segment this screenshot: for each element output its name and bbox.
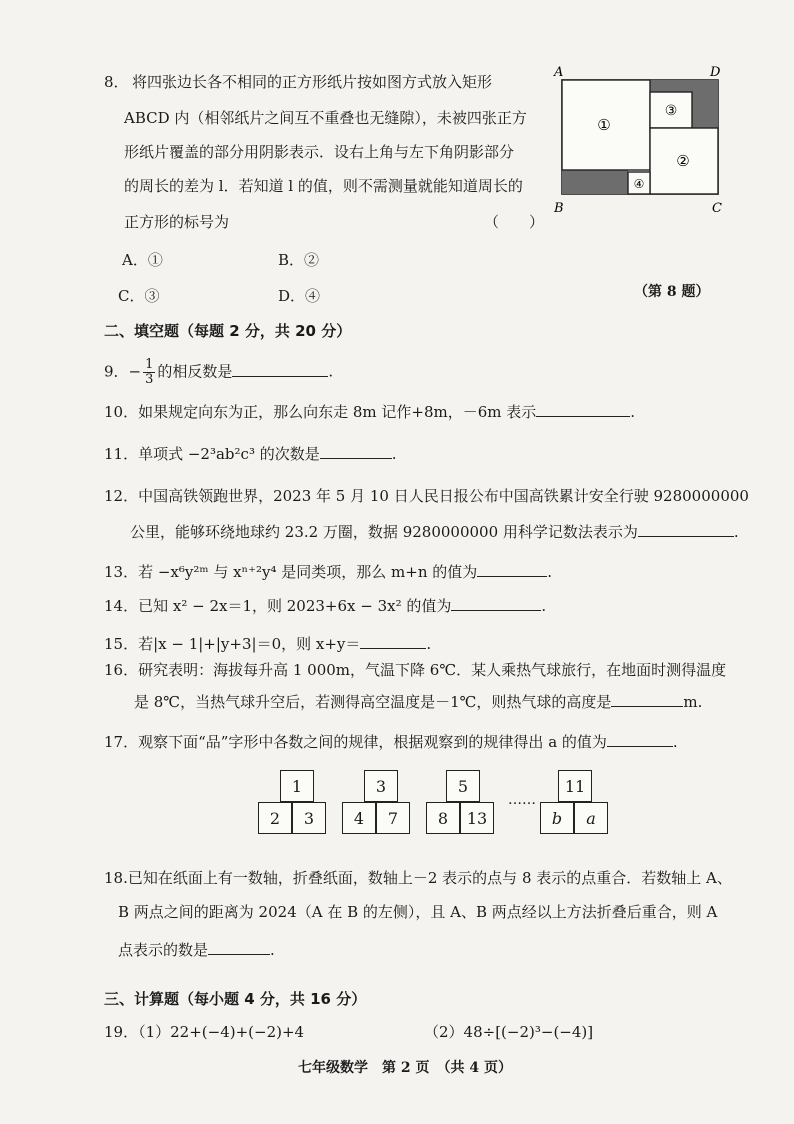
pin-3-left: 8 (426, 802, 460, 834)
q12-answer-blank[interactable] (638, 522, 734, 537)
q16-line1 (104, 660, 726, 680)
q16-text-2: 是 8℃，当热气球升空后，若测得高空温度是－1℃，则热气球的高度是 (134, 693, 612, 711)
q8-option-c[interactable]: C．③ (118, 287, 160, 305)
q8-option-b[interactable]: B．② (278, 251, 320, 269)
q18-end: . (270, 941, 275, 959)
q9-number: 9． (104, 362, 129, 381)
q19-part2: （2）48÷[(−2)³−(−4)] (424, 1023, 594, 1041)
q8-option-a[interactable]: A．① (122, 251, 163, 269)
pin-3-right: 13 (460, 802, 494, 834)
q11-answer-blank[interactable] (320, 444, 392, 459)
section-2-title: 二、填空题（每题 2 分，共 20 分） (104, 322, 352, 340)
q18-line2: B 两点之间的距离为 2024（A 在 B 的左侧），且 A、B 两点经以上方法折叠后重合，则 A (118, 903, 718, 921)
corner-b: B (554, 201, 564, 216)
q18-line1 (104, 868, 732, 888)
q12-line2 (130, 522, 739, 542)
q8-line3: 形纸片覆盖的部分用阴影表示．设右上角与左下角阴影部分 (124, 143, 515, 161)
q8-line5: 正方形的标号为 (124, 213, 230, 231)
q14-number: 14． (104, 597, 139, 615)
q17-end: . (672, 733, 678, 751)
q12-end: . (733, 523, 739, 541)
q18-line3 (118, 940, 275, 960)
q9-text: 的相反数是 (157, 362, 233, 381)
shaded-bottom-left (562, 170, 628, 194)
q18-text-1: 已知在纸面上有一数轴，折叠纸面，数轴上－2 表示的点与 8 表示的点重合．若数轴上 A、 (127, 869, 732, 887)
pin-2-left: 4 (342, 802, 376, 834)
q15-text: 若|x − 1|+|y+3|＝0，则 x+y＝ (138, 635, 361, 653)
q19-part1 (104, 1022, 304, 1042)
pin-1-top: 1 (280, 770, 314, 802)
q8-number: 8． (104, 73, 129, 91)
label-1: ① (597, 116, 611, 134)
label-2: ② (676, 152, 690, 170)
label-4: ④ (633, 177, 645, 191)
q16-answer-blank[interactable] (611, 692, 683, 707)
q10-text: 如果规定向东为正，那么向东走 8m 记作+8m，－6m 表示 (138, 403, 537, 421)
q15-answer-blank[interactable] (360, 634, 426, 649)
q16-end: m. (683, 693, 703, 711)
q14 (104, 596, 546, 616)
q15-end: . (426, 635, 432, 653)
q11-number: 11． (104, 445, 139, 463)
q16-number: 16． (104, 661, 139, 679)
corner-d: D (710, 65, 721, 80)
q11-end: . (391, 445, 397, 463)
q18-number: 18. (104, 869, 128, 887)
q13-answer-blank[interactable] (477, 562, 547, 577)
pin-4-top: 11 (558, 770, 592, 802)
q9 (104, 358, 333, 387)
q14-text: 已知 x² − 2x＝1，则 2023+6x − 3x² 的值为 (138, 597, 452, 615)
q18-text-3: 点表示的数是 (118, 941, 209, 959)
q19-expr-1: （1）22+(−4)+(−2)+4 (138, 1023, 305, 1041)
q10-number: 10． (104, 403, 139, 421)
pin-2-top: 3 (364, 770, 398, 802)
q12-text-2: 公里，能够环绕地球约 23.2 万圈，数据 9280000000 用科学记数法表示为 (130, 523, 638, 541)
q12-line1 (104, 486, 749, 506)
page-footer: 七年级数学 第 2 页 （共 4 页） (298, 1060, 512, 1076)
q9-denominator: 3 (145, 372, 154, 387)
pin-1-left: 2 (258, 802, 292, 834)
shaded-top-right (692, 80, 718, 128)
q8-option-d[interactable]: D．④ (278, 287, 321, 305)
q19-number: 19． (104, 1023, 139, 1041)
q9-end: . (328, 362, 334, 381)
corner-c: C (712, 201, 722, 216)
pin-2-right: 7 (376, 802, 410, 834)
rectangle-abcd-diagram (552, 62, 732, 222)
q13-text: 若 −x⁶y²ᵐ 与 xⁿ⁺²y⁴ 是同类项，那么 m+n 的值为 (138, 563, 478, 581)
q15-number: 15． (104, 635, 139, 653)
q9-answer-blank[interactable] (232, 362, 328, 377)
q16-line2 (134, 692, 702, 712)
q8-line4: 的周长的差为 l．若知道 l 的值，则不需测量就能知道周长的 (124, 177, 523, 195)
q17-answer-blank[interactable] (607, 732, 673, 747)
q8-figure-caption: （第 8 题） (634, 284, 710, 300)
q10-end: . (630, 403, 636, 421)
q12-text-1: 中国高铁领跑世界，2023 年 5 月 10 日人民日报公布中国高铁累计安全行驶 9280000000 (138, 487, 749, 505)
q17 (104, 732, 678, 752)
pin-sequence-dots: …… (508, 792, 536, 808)
q8-figure (552, 62, 732, 222)
q14-answer-blank[interactable] (451, 596, 541, 611)
q8-line2: ABCD 内（相邻纸片之间互不重叠也无缝隙），未被四张正方 (124, 109, 527, 127)
q15 (104, 634, 431, 654)
q9-minus: − (128, 362, 142, 381)
q14-end: . (541, 597, 547, 615)
section-3-title: 三、计算题（每小题 4 分，共 16 分） (104, 990, 367, 1008)
q12-number: 12． (104, 487, 139, 505)
q8-line1: 将四张边长各不相同的正方形纸片按如图方式放入矩形 (132, 73, 493, 91)
q17-number: 17． (104, 733, 139, 751)
q8-answer-bracket: （ ） (484, 213, 545, 231)
q16-text-1: 研究表明：海拔每升高 1 000m，气温下降 6℃．某人乘热气球旅行，在地面时测得温度 (138, 661, 727, 679)
q11 (104, 444, 397, 464)
q11-text: 单项式 −2³ab²c³ 的次数是 (138, 445, 320, 463)
pin-1-right: 3 (292, 802, 326, 834)
q18-answer-blank[interactable] (208, 940, 270, 955)
pin-3-top: 5 (446, 770, 480, 802)
corner-a: A (554, 65, 564, 80)
q10-answer-blank[interactable] (536, 402, 630, 417)
q10 (104, 402, 635, 422)
pin-4-right: a (574, 802, 608, 834)
q13-number: 13． (104, 563, 139, 581)
q13-end: . (547, 563, 553, 581)
q9-numerator: 1 (145, 357, 154, 372)
q13 (104, 562, 552, 582)
pin-4-left: b (540, 802, 574, 834)
label-3: ③ (664, 103, 678, 119)
q9-fraction (143, 358, 155, 387)
q17-text: 观察下面“品”字形中各数之间的规律，根据观察到的规律得出 a 的值为 (138, 733, 607, 751)
